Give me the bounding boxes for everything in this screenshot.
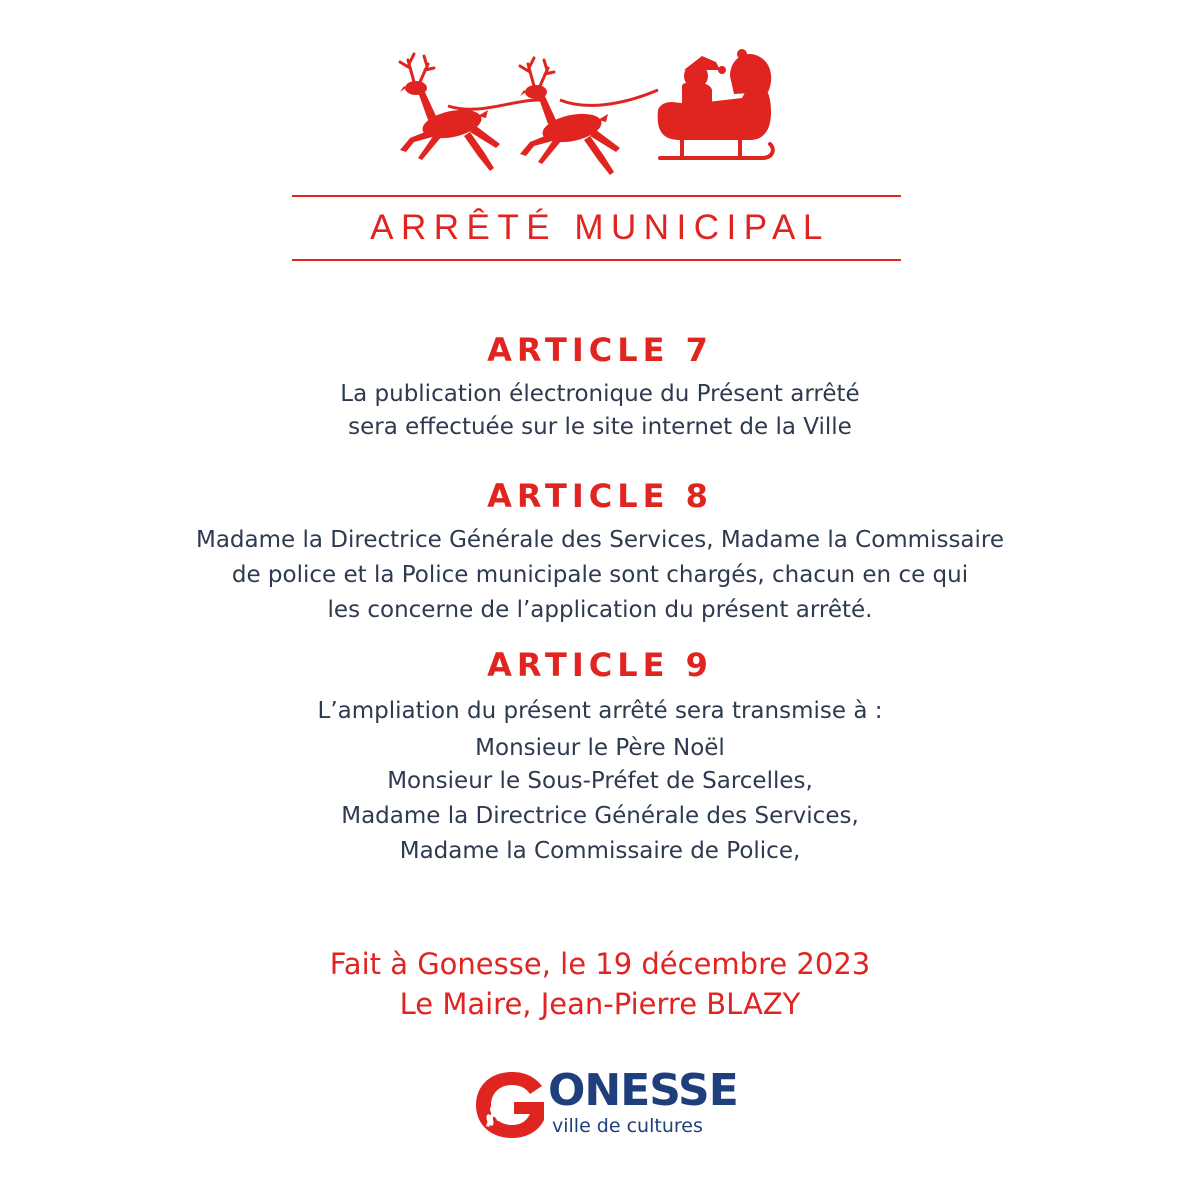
article-7-line-1: La publication électronique du Présent arrêté (340, 381, 860, 407)
article-9-recipient-2: Monsieur le Sous-Préfet de Sarcelles, (387, 768, 813, 794)
article-8-line-1: Madame la Directrice Générale des Services, Madame la Commissaire (195, 527, 1005, 553)
article-8-line-2: de police et la Police municipale sont chargés, chacun en ce qui (231, 562, 969, 588)
title-top-rule (292, 195, 901, 197)
article-7-heading: ARTICLE 7 (487, 331, 713, 369)
signature-signatory: Le Maire, Jean-Pierre BLAZY (399, 987, 801, 1021)
article-9-recipient-4: Madame la Commissaire de Police, (399, 838, 801, 864)
article-9-heading: ARTICLE 9 (487, 646, 713, 684)
article-9-recipient-3: Madame la Directrice Générale des Services, (341, 803, 859, 829)
article-8-heading: ARTICLE 8 (487, 477, 713, 515)
signature-place-date: Fait à Gonesse, le 19 décembre 2023 (329, 947, 871, 981)
santa-sleigh-reindeer-icon (390, 40, 790, 180)
gonesse-g-wheat-icon (472, 1068, 550, 1140)
logo-tagline: ville de cultures (552, 1115, 703, 1137)
article-9-line-1: L’ampliation du présent arrêté sera transmise à : (317, 698, 883, 724)
logo-wordmark: ONESSE (548, 1065, 738, 1116)
document-title: ARRÊTÉ MUNICIPAL (370, 208, 830, 247)
gonesse-logo (472, 1065, 738, 1142)
article-9-recipient-1: Monsieur le Père Noël (475, 735, 725, 761)
article-8-line-3: les concerne de l’application du présent arrêté. (327, 597, 873, 623)
title-bottom-rule (292, 259, 901, 261)
article-7-line-2: sera effectuée sur le site internet de la Ville (348, 414, 852, 440)
